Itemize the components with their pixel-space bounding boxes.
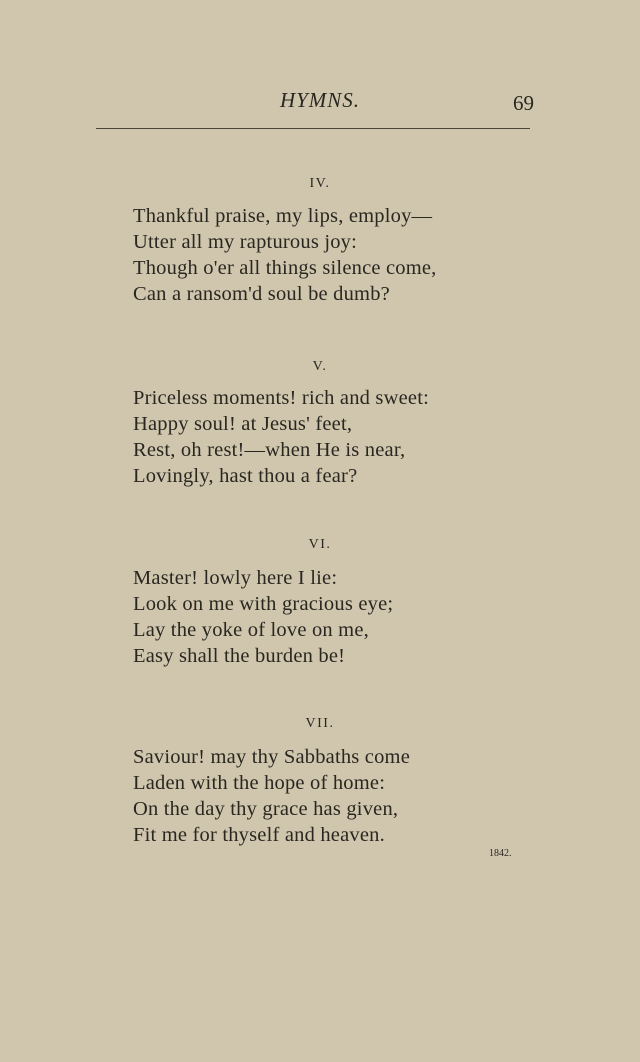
- stanza-line: Priceless moments! rich and sweet:: [133, 387, 430, 409]
- stanza-number-v: V.: [312, 359, 328, 374]
- header-rule: [96, 128, 530, 129]
- stanza-line: Master! lowly here I lie:: [133, 567, 338, 589]
- stanza-line: On the day thy grace has given,: [133, 798, 399, 820]
- composition-date: 1842.: [489, 848, 512, 859]
- stanza-vi: [133, 565, 533, 669]
- stanza-line: Though o'er all things silence come,: [133, 257, 437, 279]
- stanza-line: Happy soul! at Jesus' feet,: [133, 413, 353, 435]
- stanza-line: Saviour! may thy Sabbaths come: [133, 746, 411, 768]
- stanza-line: Thankful praise, my lips, employ—: [133, 205, 433, 227]
- stanza-line: Lay the yoke of love on me,: [133, 619, 369, 641]
- running-title: HYMNS.: [279, 88, 361, 112]
- stanza-iv: [133, 203, 533, 307]
- stanza-line: Look on me with gracious eye;: [133, 593, 394, 615]
- stanza-line: Laden with the hope of home:: [133, 772, 386, 794]
- stanza-line: Easy shall the burden be!: [133, 645, 346, 667]
- stanza-line: Fit me for thyself and heaven.: [133, 824, 385, 846]
- stanza-v: [133, 385, 533, 489]
- stanza-number-vii: VII.: [305, 716, 335, 731]
- stanza-line: Utter all my rapturous joy:: [133, 231, 358, 253]
- stanza-vii: [133, 744, 533, 848]
- stanza-number-iv: IV.: [309, 176, 331, 191]
- page-number: 69: [513, 91, 534, 115]
- stanza-line: Rest, oh rest!—when He is near,: [133, 439, 406, 461]
- stanza-number-vi: VI.: [308, 537, 332, 552]
- stanza-line: Can a ransom'd soul be dumb?: [133, 283, 390, 305]
- stanza-line: Lovingly, hast thou a fear?: [133, 465, 358, 487]
